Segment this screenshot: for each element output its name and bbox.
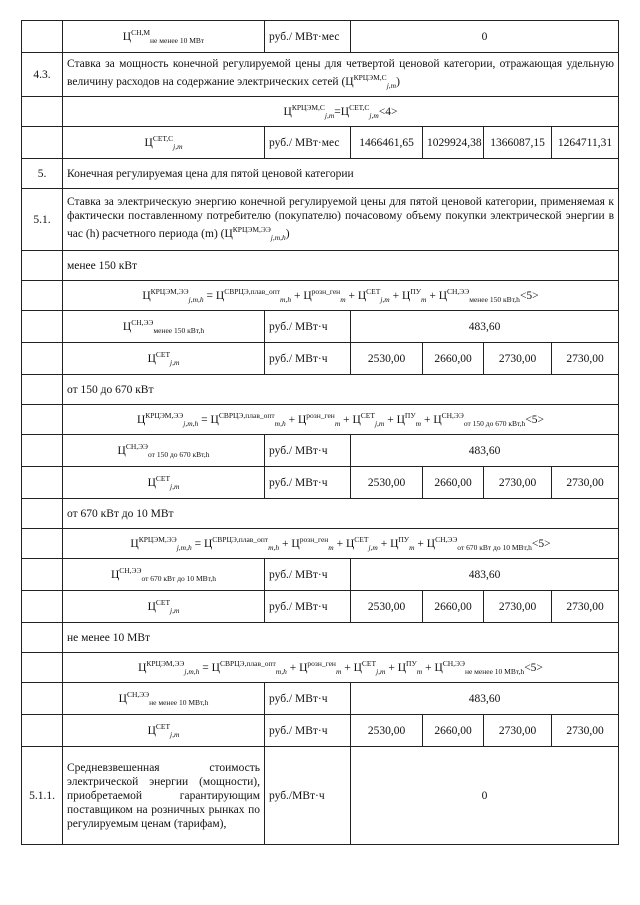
symbol-cell: $Ц^{СН,М}_{не менее 10 МВт}$ [63,21,265,53]
num-cell-empty [22,499,63,529]
value-cell: 1264711,31 [552,127,619,159]
value-cell: 2730,00 [484,715,552,747]
value-cell: 483,60 [351,311,619,343]
value-cell: 2730,00 [552,715,619,747]
num-cell-empty [22,435,63,467]
value-cell: 0 [351,21,619,53]
num-cell-empty [22,529,63,559]
unit-cell: руб./ МВт·ч [265,435,351,467]
section-number: 5.1. [22,189,63,251]
row-formula-4-3 [22,97,619,127]
row-set [22,715,619,747]
row-sn-ee [22,683,619,715]
unit-cell: руб./ МВт·ч [265,683,351,715]
num-cell-empty [22,281,63,311]
value-cell: 0 [351,747,619,845]
row-group-formula [22,405,619,435]
row-sn-ee [22,435,619,467]
num-cell-empty [22,127,63,159]
num-cell-empty [22,97,63,127]
unit-cell: руб./ МВт·ч [265,591,351,623]
row-group-header [22,499,619,529]
row-section-5-1 [22,189,619,251]
group-formula: $Ц^{КРЦЭМ,ЭЭ}_{j,m,h} = Ц^{СВРЦЭ,плав\_опт}_{m,h} + Ц^{розн\_ген}_m + Ц^{СЕТ}_{j,m} + Ц^{ПУ}_m + Ц^{СН,ЭЭ}_{не менее 10 МВт,h}<5>$ [63,653,619,683]
symbol-cell: $Ц^{СН,ЭЭ}_{от 150 до 670 кВт,h}$ [63,435,265,467]
section-text: Средневзвешенная стоимость электрической энергии (мощности), приобретаемой гарантирующим поставщиком на розничных рынках по регулируемым ценам (тарифам), [63,747,265,845]
unit-cell: руб./МВт·ч [265,747,351,845]
group-formula: $Ц^{КРЦЭМ,ЭЭ}_{j,m,h} = Ц^{СВРЦЭ,плав\_опт}_{m,h} + Ц^{розн\_ген}_m + Ц^{СЕТ}_{j,m} + Ц^{ПУ}_m + Ц^{СН,ЭЭ}_{менее 150 кВт,h}<5>$ [63,281,619,311]
value-cell: 2730,00 [484,467,552,499]
section-number: 5. [22,159,63,189]
group-title: менее 150 кВт [63,251,619,281]
symbol-cell: $Ц^{СН,ЭЭ}_{менее 150 кВт,h}$ [63,311,265,343]
symbol-cell: $Ц^{СЕТ}_{j,m}$ [63,591,265,623]
num-cell-empty [22,653,63,683]
row-sn-ee [22,311,619,343]
value-cell: 2660,00 [423,343,484,375]
num-cell-empty [22,251,63,281]
group-formula: $Ц^{КРЦЭМ,ЭЭ}_{j,m,h} = Ц^{СВРЦЭ,плав\_опт}_{m,h} + Ц^{розн\_ген}_m + Ц^{СЕТ}_{j,m} + Ц^{ПУ}_m + Ц^{СН,ЭЭ}_{от 670 кВт до 10 МВт,h}<5>$ [63,529,619,559]
num-cell-empty [22,405,63,435]
tariff-table [21,20,619,845]
value-cell: 2730,00 [552,467,619,499]
group-title: от 670 кВт до 10 МВт [63,499,619,529]
row-set [22,467,619,499]
value-cell: 483,60 [351,435,619,467]
value-cell: 2530,00 [351,467,423,499]
symbol-cell: $Ц^{СН,ЭЭ}_{от 670 кВт до 10 МВт,h}$ [63,559,265,591]
num-cell-empty [22,559,63,591]
symbol-cell: $Ц^{СН,ЭЭ}_{не менее 10 МВт,h}$ [63,683,265,715]
row-set-c [22,127,619,159]
value-cell: 2730,00 [484,343,552,375]
num-cell-empty [22,467,63,499]
num-cell-empty [22,623,63,653]
unit-cell: руб./ МВт·ч [265,467,351,499]
symbol-cell: $Ц^{СЕТ}_{j,m}$ [63,467,265,499]
group-title: не менее 10 МВт [63,623,619,653]
symbol-cell: $Ц^{СЕТ,С}_{j,m}$ [63,127,265,159]
unit-cell: руб./ МВт·ч [265,715,351,747]
num-cell-empty [22,21,63,53]
row-group-header [22,623,619,653]
value-cell: 483,60 [351,683,619,715]
row-section-4-3 [22,53,619,97]
section-number: 4.3. [22,53,63,97]
row-sn-m [22,21,619,53]
symbol-cell: $Ц^{СЕТ}_{j,m}$ [63,343,265,375]
value-cell: 2660,00 [423,467,484,499]
row-group-header [22,375,619,405]
row-group-formula [22,653,619,683]
num-cell-empty [22,715,63,747]
value-cell: 2660,00 [423,715,484,747]
num-cell-empty [22,591,63,623]
value-cell: 2730,00 [552,343,619,375]
num-cell-empty [22,375,63,405]
row-group-formula [22,529,619,559]
section-title: Ставка за электрическую энергию конечной регулируемой цены для пятой ценовой категории, применяемая к фактически поставленному потребителю (покупателю) почасовому объему покупки электрической энергии в час (h) расчетного периода (m) $(Ц^{КРЦЭМ,ЭЭ}_{j,m,h})$ [63,189,619,251]
group-title: от 150 до 670 кВт [63,375,619,405]
value-cell: 1029924,38 [423,127,484,159]
row-set [22,343,619,375]
value-cell: 2530,00 [351,715,423,747]
unit-cell: руб./ МВт·мес [265,127,351,159]
value-cell: 2660,00 [423,591,484,623]
row-section-5-1-1 [22,747,619,845]
value-cell: 483,60 [351,559,619,591]
row-group-header [22,251,619,281]
unit-cell: руб./ МВт·ч [265,343,351,375]
value-cell: 1466461,65 [351,127,423,159]
unit-cell: руб./ МВт·ч [265,559,351,591]
row-group-formula [22,281,619,311]
unit-cell: руб./ МВт·ч [265,311,351,343]
num-cell-empty [22,311,63,343]
row-sn-ee [22,559,619,591]
num-cell-empty [22,683,63,715]
section-title: Ставка за мощность конечной регулируемой цены для четвертой ценовой категории, отражающая удельную величину расходов на содержание электрических сетей $(Ц^{КРЦЭМ,С}_{j,m})$ [63,53,619,97]
value-cell: 2730,00 [484,591,552,623]
section-number: 5.1.1. [22,747,63,845]
unit-cell: руб./ МВт·мес [265,21,351,53]
value-cell: 2530,00 [351,343,423,375]
row-section-5 [22,159,619,189]
value-cell: 2530,00 [351,591,423,623]
group-formula: $Ц^{КРЦЭМ,ЭЭ}_{j,m,h} = Ц^{СВРЦЭ,плав\_опт}_{m,h} + Ц^{розн\_ген}_m + Ц^{СЕТ}_{j,m} + Ц^{ПУ}_m + Ц^{СН,ЭЭ}_{от 150 до 670 кВт,h}<5>$ [63,405,619,435]
formula-4-3: $Ц^{КРЦЭМ,С}_{j,m}=Ц^{СЕТ,С}_{j,m}<4>$ [63,97,619,127]
value-cell: 1366087,15 [484,127,552,159]
num-cell-empty [22,343,63,375]
section-title: Конечная регулируемая цена для пятой ценовой категории [63,159,619,189]
symbol-cell: $Ц^{СЕТ}_{j,m}$ [63,715,265,747]
value-cell: 2730,00 [552,591,619,623]
row-set [22,591,619,623]
